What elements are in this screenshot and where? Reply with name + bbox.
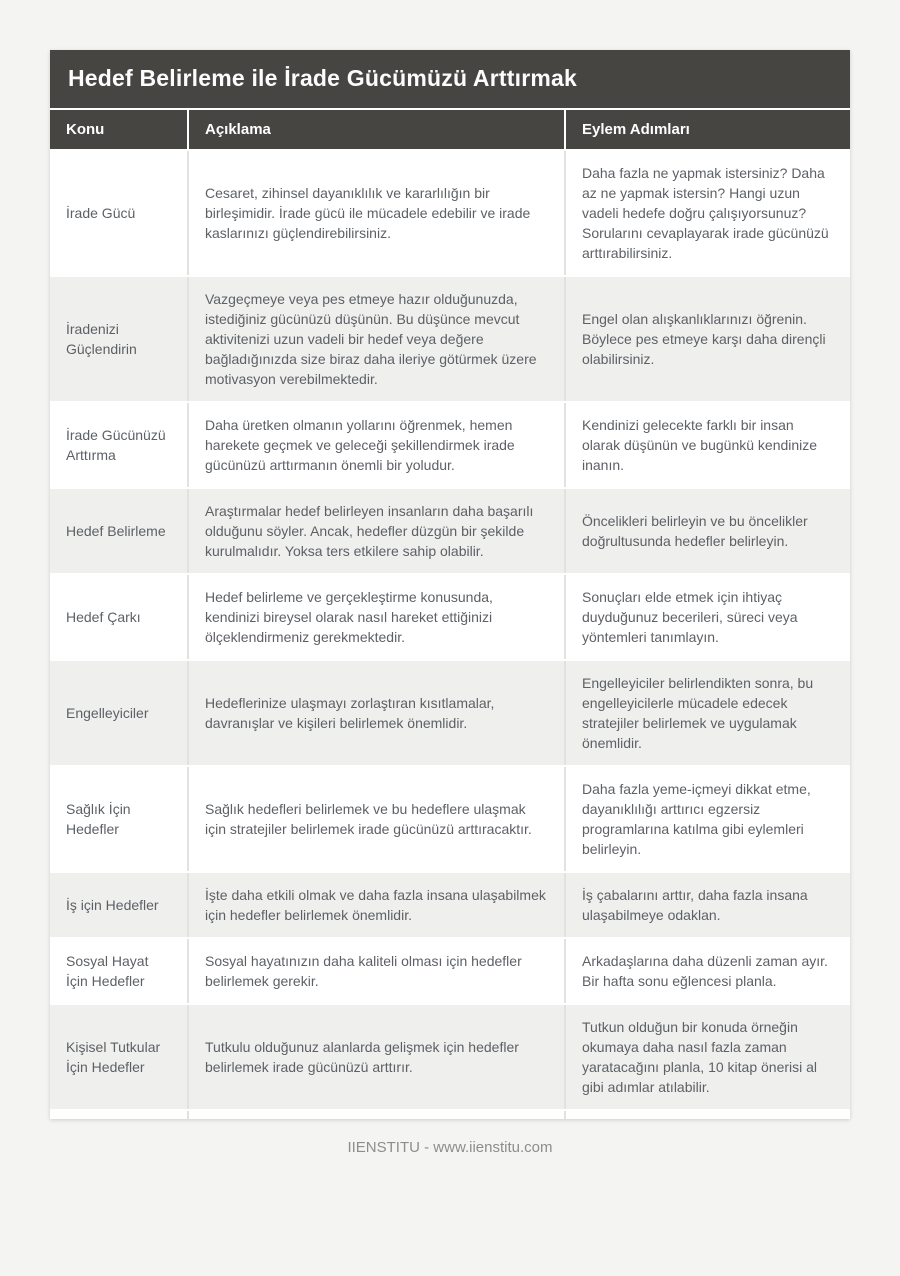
topic-cell: İş için Hedefler bbox=[66, 897, 159, 913]
table-row bbox=[50, 487, 850, 573]
description-cell: Cesaret, zihinsel dayanıklılık ve kararlılığın bir birleşimidir. İrade gücü ile mücadele edebilir ve irade kaslarınızı güçlendirebilirsiniz. bbox=[187, 151, 564, 275]
bottom-strip-cell bbox=[50, 1111, 187, 1119]
action-steps-cell: Tutkun olduğun bir konuda örneğin okumaya daha nasıl fazla zaman yaratacağını planla, 10 kitap önerisi al gibi adımlar atılabilir. bbox=[564, 1005, 850, 1109]
topic-cell: İrade Gücü bbox=[66, 205, 136, 221]
column-header-aciklama: Açıklama bbox=[187, 110, 564, 149]
topic-cell: Hedef Çarkı bbox=[66, 609, 141, 625]
description-cell: Hedef belirleme ve gerçekleştirme konusunda, kendinizi bireysel olarak nasıl hareket ettiğinizi ölçeklendirmeniz gerekmektedir. bbox=[187, 575, 564, 659]
footer-credit: IIENSTITU - www.iienstitu.com bbox=[347, 1139, 553, 1156]
action-steps-cell: Arkadaşlarına daha düzenli zaman ayır. Bir hafta sonu eğlencesi planla. bbox=[564, 939, 850, 1003]
column-header-konu: Konu bbox=[66, 121, 105, 138]
action-steps-cell: Öncelikleri belirleyin ve bu öncelikler doğrultusunda hedefler belirleyin. bbox=[564, 489, 850, 573]
table-row bbox=[50, 573, 850, 659]
table-row bbox=[50, 275, 850, 401]
page-title: Hedef Belirleme ile İrade Gücümüzü Arttırmak bbox=[50, 50, 850, 110]
action-steps-cell: Sonuçları elde etmek için ihtiyaç duyduğunuz becerileri, süreci veya yöntemleri tanımlayın. bbox=[564, 575, 850, 659]
action-steps-cell: İş çabalarını arttır, daha fazla insana ulaşabilmeye odaklan. bbox=[564, 873, 850, 937]
table-row bbox=[50, 659, 850, 765]
description-cell: İşte daha etkili olmak ve daha fazla insana ulaşabilmek için hedefler belirlemek önemlidir. bbox=[187, 873, 564, 937]
topic-cell: Sosyal Hayat İçin Hedefler bbox=[66, 953, 149, 989]
table-card bbox=[50, 50, 850, 1119]
table-row bbox=[50, 765, 850, 871]
topic-cell: İrade Gücünüzü Arttırma bbox=[66, 427, 166, 463]
description-cell: Hedeflerinize ulaşmayı zorlaştıran kısıtlamalar, davranışlar ve kişileri belirlemek önemlidir. bbox=[187, 661, 564, 765]
topic-cell: Engelleyiciler bbox=[66, 705, 149, 721]
action-steps-cell: Daha fazla yeme-içmeyi dikkat etme, dayanıklılığı arttırıcı egzersiz programlarına katılma gibi eylemleri belirleyin. bbox=[564, 767, 850, 871]
table-row bbox=[50, 937, 850, 1003]
description-cell: Sağlık hedefleri belirlemek ve bu hedeflere ulaşmak için stratejiler belirlemek irade gücünüzü arttıracaktır. bbox=[187, 767, 564, 871]
table-bottom-strip bbox=[50, 1109, 850, 1119]
description-cell: Daha üretken olmanın yollarını öğrenmek, hemen harekete geçmek ve geleceği şekillendirmek irade gücünüzü arttırmanın önemli bir yoludur. bbox=[187, 403, 564, 487]
action-steps-cell: Engel olan alışkanlıklarınızı öğrenin. Böylece pes etmeye karşı daha dirençli olabilirsiniz. bbox=[564, 277, 850, 401]
action-steps-cell: Engelleyiciler belirlendikten sonra, bu engelleyicilerle mücadele edecek stratejiler belirlemek ve uygulamak önemlidir. bbox=[564, 661, 850, 765]
table-row bbox=[50, 1003, 850, 1109]
description-cell: Tutkulu olduğunuz alanlarda gelişmek için hedefler belirlemek irade gücünüzü arttırır. bbox=[187, 1005, 564, 1109]
table-row bbox=[50, 149, 850, 275]
table-header bbox=[50, 110, 850, 149]
table-row bbox=[50, 871, 850, 937]
table-row bbox=[50, 401, 850, 487]
topic-cell: İradenizi Güçlendirin bbox=[66, 321, 137, 357]
column-header-eylem-adimlari: Eylem Adımları bbox=[564, 110, 850, 149]
description-cell: Sosyal hayatınızın daha kaliteli olması için hedefler belirlemek gerekir. bbox=[187, 939, 564, 1003]
description-cell: Vazgeçmeye veya pes etmeye hazır olduğunuzda, istediğiniz gücünüzü düşünün. Bu düşünce mevcut aktivitenizi uzun vadeli bir hedef veya değere bağladığınızda size biraz daha ileriye götürmek üzere motivasyon verebilmektedir. bbox=[187, 277, 564, 401]
topic-cell: Kişisel Tutkular İçin Hedefler bbox=[66, 1039, 161, 1075]
topic-cell: Hedef Belirleme bbox=[66, 523, 166, 539]
topic-cell: Sağlık İçin Hedefler bbox=[66, 801, 131, 837]
bottom-strip-cell bbox=[564, 1111, 850, 1119]
table-body bbox=[50, 149, 850, 1109]
action-steps-cell: Kendinizi gelecekte farklı bir insan olarak düşünün ve bugünkü kendinize inanın. bbox=[564, 403, 850, 487]
action-steps-cell: Daha fazla ne yapmak istersiniz? Daha az ne yapmak istersin? Hangi uzun vadeli hedefe doğru çalışıyorsunuz? Sorularını cevaplayarak irade gücünüzü arttırabilirsiniz. bbox=[564, 151, 850, 275]
bottom-strip-cell bbox=[187, 1111, 564, 1119]
description-cell: Araştırmalar hedef belirleyen insanların daha başarılı olduğunu söyler. Ancak, hedefler düzgün bir şekilde kurulmalıdır. Yoksa ters etkilere sahip olabilir. bbox=[187, 489, 564, 573]
